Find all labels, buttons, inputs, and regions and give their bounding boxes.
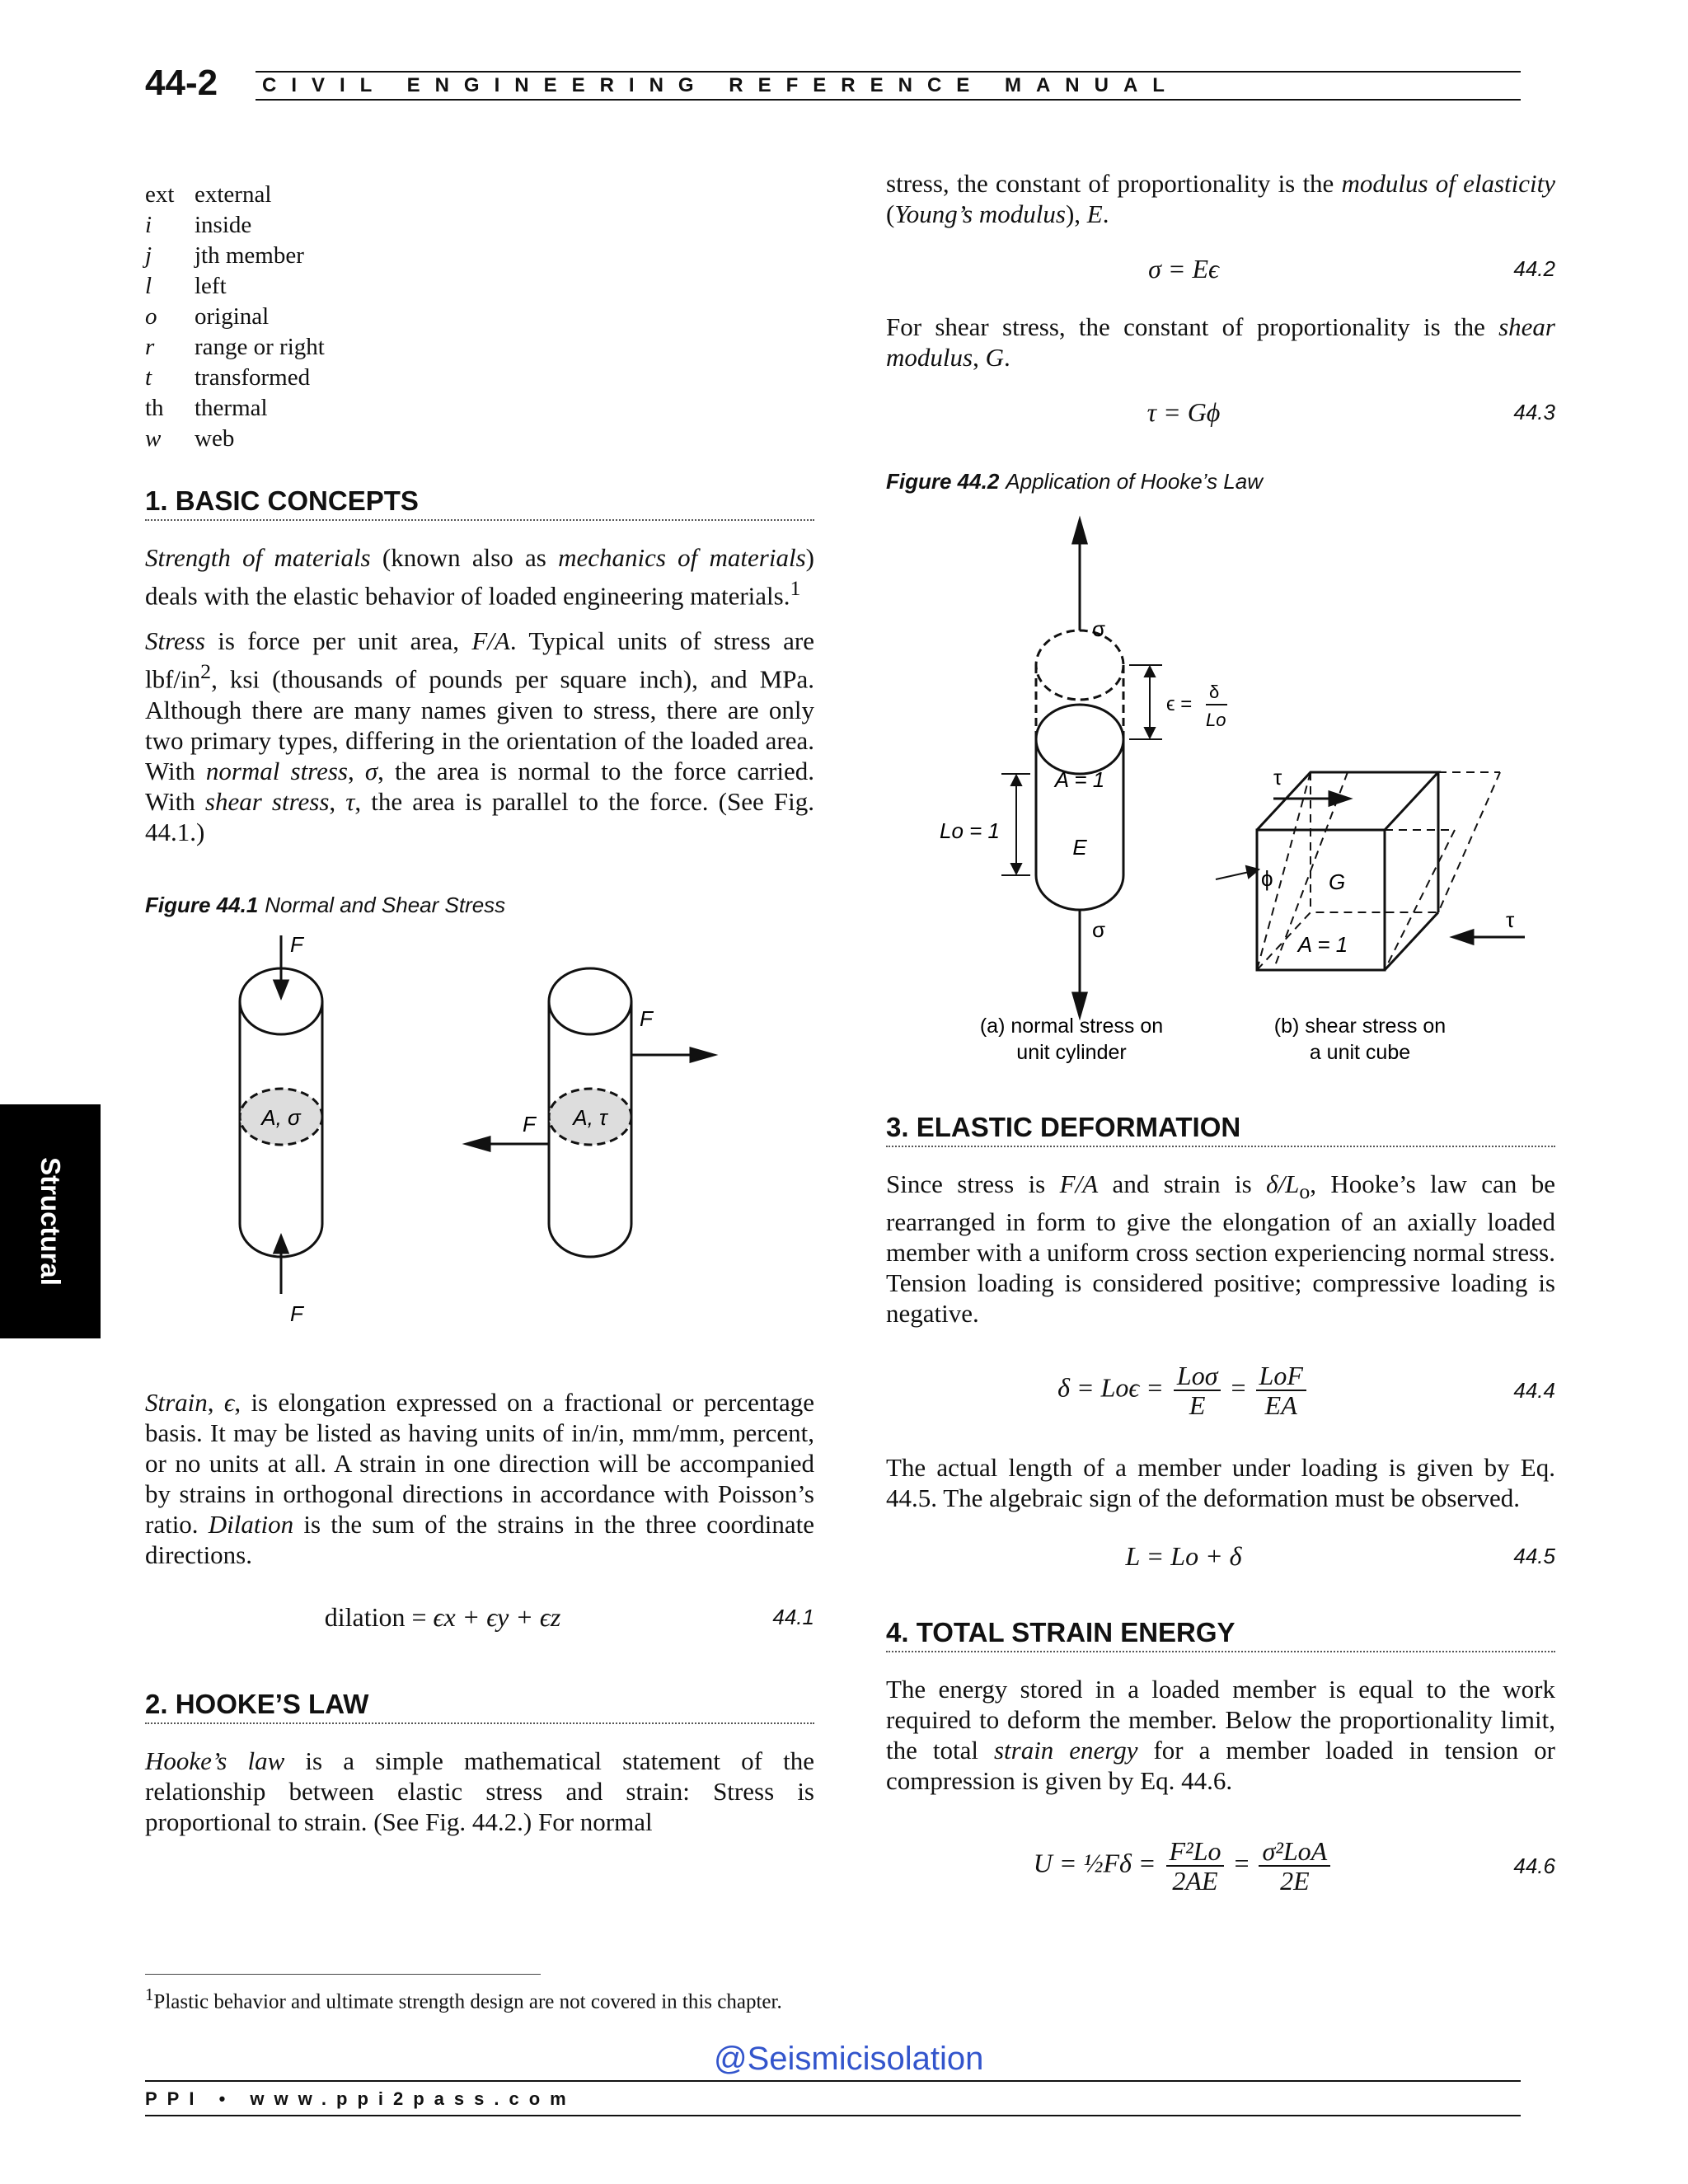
equation-number: 44.4 (1513, 1377, 1555, 1403)
text-run: ) deals with the elastic behavior of loaded engineering materials. (145, 543, 814, 611)
text-run: . (1102, 199, 1109, 228)
text-run: , (207, 1387, 224, 1417)
equation-expression: δ = Loϵ = $\frac{\text{Loσ}}{E}$ = $\frac{\text{LoF}}{EA}$ (886, 1361, 1481, 1419)
denominator: EA (1264, 1390, 1297, 1421)
text-run: , Hooke’s law can be rearranged in form to give the elongation of an axially loaded member with a uniform cross section experiencing normal stress. Tension loading is considered positive; compressive loading is negative. (886, 1169, 1555, 1329)
fraction (1259, 1837, 1330, 1895)
equation-lhs: U = ½Fδ = (1033, 1848, 1163, 1878)
section-heading: 2. HOOKE’S LAW (145, 1689, 814, 1724)
equation-number: 44.3 (1513, 399, 1555, 424)
area-tau-label: A, τ (573, 1104, 607, 1130)
text-run: is force per unit area, (204, 626, 472, 656)
text-run: (known also as (370, 543, 559, 572)
math: τ (345, 786, 355, 816)
equation-number: 44.5 (1513, 1543, 1555, 1568)
term: Stress (145, 626, 205, 656)
equation-rhs: ϵx + ϵy + ϵz (433, 1602, 561, 1633)
figure-caption (886, 466, 1555, 497)
denominator: 2AE (1172, 1866, 1218, 1896)
paragraph (886, 168, 1555, 229)
paragraph (886, 312, 1555, 373)
nom-desc: left (195, 273, 227, 299)
arrow-phi (1216, 866, 1259, 879)
force-label: F (290, 931, 303, 957)
nom-desc: external (195, 181, 272, 208)
nom-symbol: ext (145, 181, 175, 208)
paragraph (145, 542, 814, 611)
equation-expression: σ = Eϵ (1148, 253, 1219, 284)
footer-rule-bottom (145, 2115, 1521, 2116)
term: shear modulus (886, 312, 1555, 372)
side-tab-label: Structural (35, 1157, 66, 1286)
figure-44-2 (886, 509, 1555, 1077)
nomenclature-row (145, 210, 814, 241)
nomenclature-row (145, 241, 814, 271)
equation-44-1 (145, 1593, 814, 1643)
nom-symbol: t (145, 364, 152, 391)
nomenclature-row (145, 393, 814, 424)
equation-number: 44.6 (1513, 1853, 1555, 1878)
force-label: F (523, 1111, 536, 1137)
figure-title: Normal and Shear Stress (265, 892, 506, 917)
nom-desc: original (195, 303, 270, 330)
equation-number: 44.2 (1513, 255, 1555, 281)
figure-label: Figure 44.1 (145, 892, 259, 917)
fraction (1166, 1837, 1225, 1895)
delta-label: δ (1209, 682, 1220, 702)
side-tab (0, 1104, 101, 1338)
nom-symbol: j (145, 242, 152, 269)
denominator: E (1189, 1390, 1206, 1421)
denominator: 2E (1280, 1866, 1310, 1896)
header-rule-bottom (256, 99, 1521, 101)
math: σ (364, 756, 378, 785)
force-label: F (640, 1005, 653, 1031)
footer-url: PPI • www.ppi2pass.com (145, 2088, 576, 2109)
sigma-label: σ (1092, 917, 1106, 942)
footnote-rule (145, 1974, 541, 1975)
text-run: , the area is normal to the force carried. With (145, 756, 814, 816)
numerator: Loσ (1174, 1361, 1221, 1391)
lo-label: Lo (1206, 710, 1226, 730)
equation-expression: L = Lo + δ (1125, 1540, 1242, 1571)
lo-label: Lo = 1 (940, 818, 1001, 843)
manual-title: CIVIL ENGINEERING REFERENCE MANUAL (262, 74, 1179, 96)
term: modulus of elasticity (1341, 169, 1555, 198)
footer-rule-top (145, 2080, 1521, 2082)
paragraph (886, 1674, 1555, 1796)
text-run: , the area is parallel to the force. (See Fig. 44.1.) (145, 786, 814, 846)
section-heading: 1. BASIC CONCEPTS (145, 485, 814, 521)
equation-44-6 (886, 1829, 1555, 1903)
text-run: . (1003, 343, 1010, 372)
figure-title: Application of Hooke’s Law (1006, 469, 1263, 494)
figure-label: Figure 44.2 (886, 469, 1000, 494)
text-run: , (973, 343, 986, 372)
term: Strain (145, 1387, 208, 1417)
term: mechanics of materials (558, 543, 806, 572)
math: E (1086, 199, 1103, 228)
nom-symbol: w (145, 425, 162, 452)
numerator: σ²LoA (1259, 1837, 1330, 1867)
nomenclature-row (145, 424, 814, 454)
nom-desc: range or right (195, 334, 325, 360)
section-heading: 3. ELASTIC DEFORMATION (886, 1112, 1555, 1147)
area-label: A = 1 (1297, 932, 1348, 957)
nom-desc: inside (195, 212, 252, 238)
equation-44-4 (886, 1353, 1555, 1427)
term: Hooke’s law (145, 1746, 285, 1775)
nom-symbol: r (145, 334, 155, 360)
modulus-e-label: E (1072, 835, 1087, 860)
header-rule-top (256, 71, 1521, 73)
equation-44-5 (886, 1531, 1555, 1581)
footnote-mark: 1 (145, 1985, 154, 2004)
equation-number: 44.1 (772, 1605, 814, 1630)
term: Young’s modulus (894, 199, 1066, 228)
nomenclature-row (145, 180, 814, 210)
equation-lhs: dilation = (324, 1602, 434, 1633)
math: δ/L (1266, 1169, 1300, 1198)
text-run: , (347, 756, 365, 785)
section-heading: 4. TOTAL STRAIN ENERGY (886, 1617, 1555, 1652)
term: Strength of materials (145, 543, 371, 572)
tau-label: τ (1506, 907, 1515, 932)
footnote (145, 1982, 821, 2014)
strain-label: ϵ = (1166, 693, 1193, 715)
paragraph (886, 1169, 1555, 1329)
nomenclature-row (145, 302, 814, 332)
dimension-lo (1001, 774, 1030, 875)
fraction (1174, 1361, 1221, 1419)
nom-desc: thermal (195, 395, 268, 421)
text-run: . Typical units of stress are lbf/in (145, 626, 814, 694)
equation-expression: U = ½Fδ = $\frac{\text{F²Lo}}{2AE}$ = $\frac{\text{σ²LoA}}{2E}$ (886, 1837, 1481, 1895)
right-column (886, 168, 1555, 1903)
left-column (145, 180, 814, 1852)
subscript: o (1299, 1179, 1311, 1204)
math: F/A (1059, 1169, 1099, 1198)
page-number: 44-2 (145, 63, 218, 103)
text-run: Since stress is (886, 1169, 1060, 1198)
figure-caption (145, 890, 814, 921)
caption-b-line1: (b) shear stress on (1273, 1015, 1447, 1038)
term: normal stress (205, 756, 348, 785)
math: ϵ (223, 1387, 235, 1417)
text-run: ( (886, 199, 895, 228)
equation-lhs: δ = Loϵ = (1057, 1372, 1170, 1403)
nomenclature-row (145, 271, 814, 302)
equation-expression (145, 1602, 740, 1633)
term: strain energy (993, 1736, 1138, 1765)
text-run: , is elongation expressed on a fractional or percentage basis. It may be listed as having units of in/in, mm/mm, percent, or no units at all. A strain in one direction will be accompanied by strains in orthogonal directions in accordance with Poisson’s ratio. (145, 1387, 815, 1539)
phi-label: ϕ (1261, 866, 1273, 891)
text-run: ), (1065, 199, 1087, 228)
dimension-strain (1129, 665, 1162, 739)
nom-symbol: l (145, 273, 152, 299)
footnote-text: Plastic behavior and ultimate strength design are not covered in this chapter. (153, 1990, 782, 2013)
tau-label: τ (1273, 765, 1282, 790)
area-label: A = 1 (1054, 767, 1105, 792)
text-run: For shear stress, the constant of proportionality is the (886, 312, 1499, 341)
equation-44-3 (886, 387, 1555, 437)
nomenclature-row (145, 363, 814, 393)
nom-symbol: i (145, 212, 152, 238)
superscript: 2 (200, 659, 212, 684)
text-run: and strain is (1098, 1169, 1267, 1198)
paragraph (145, 1746, 814, 1837)
numerator: F²Lo (1166, 1837, 1225, 1867)
nom-desc: jth member (195, 242, 304, 269)
text-run: for a member loaded in tension or compression is given by Eq. 44.6. (886, 1736, 1556, 1796)
figure-44-1 (145, 927, 814, 1339)
text-run: , ksi (thousands of pounds per square inch), and MPa. Although there are many names given to stress, there are only two primary types, differing in the orientation of the loaded area. With (145, 664, 814, 785)
footnote-ref: 1 (790, 576, 801, 600)
caption-a-line1: (a) normal stress on (979, 1015, 1164, 1038)
text-run: is a simple mathematical statement of the relationship between elastic stress and strain: Stress is proportional to strain. (See Fig. 44.2.) For normal (145, 1746, 815, 1836)
text-run: stress, the constant of proportionality is the (886, 169, 1342, 198)
force-label: F (290, 1301, 303, 1326)
watermark: @Seismicisolation (714, 2041, 984, 2077)
equation-44-2 (886, 244, 1555, 293)
sigma-label: σ (1092, 616, 1106, 641)
area-sigma-label: A, σ (261, 1104, 301, 1130)
nom-desc: web (195, 425, 235, 452)
math: F/A (471, 626, 510, 656)
paragraph: The actual length of a member under loading is given by Eq. 44.5. The algebraic sign of the deformation must be observed. (886, 1453, 1555, 1513)
nom-symbol: o (145, 303, 157, 330)
caption-b-line2: a unit cube (1309, 1041, 1411, 1064)
text-run: is the sum of the strains in the three coordinate directions. (145, 1509, 815, 1569)
nom-symbol: th (145, 395, 164, 421)
equation-expression: τ = Gϕ (1146, 396, 1221, 427)
text-run: The energy stored in a loaded member is equal to the work required to deform the member. Below the proportionality limit, the total (886, 1675, 1555, 1765)
numerator: LoF (1256, 1361, 1306, 1391)
nomenclature-list (145, 180, 814, 454)
nomenclature-row (145, 332, 814, 363)
fraction (1256, 1361, 1306, 1419)
modulus-g-label: G (1329, 869, 1346, 894)
text-run: , (329, 786, 346, 816)
paragraph (145, 1387, 814, 1570)
term: Dilation (208, 1509, 294, 1539)
paragraph (145, 626, 814, 846)
math: G (985, 343, 1004, 372)
term: shear stress (204, 786, 330, 816)
nom-desc: transformed (195, 364, 311, 391)
caption-a-line2: unit cylinder (1016, 1041, 1127, 1064)
